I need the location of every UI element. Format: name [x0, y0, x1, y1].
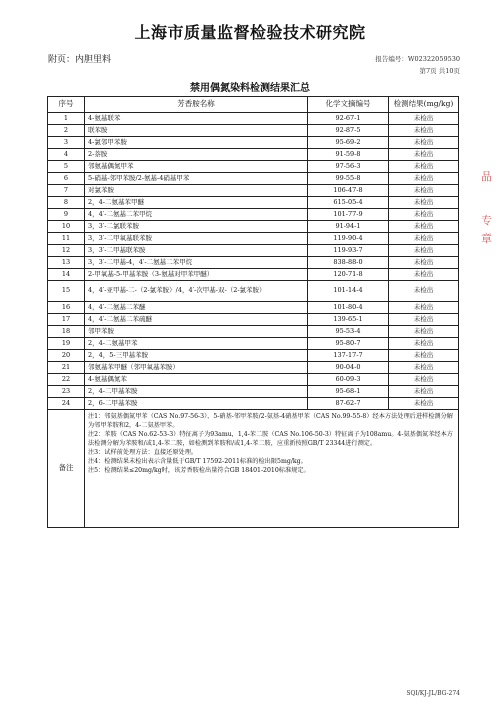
row-result: 未检出: [389, 221, 459, 233]
row-result: 未检出: [389, 398, 459, 410]
row-seq: 2: [48, 125, 85, 137]
row-cas-number: 615-05-4: [308, 197, 389, 209]
row-result: 未检出: [389, 386, 459, 398]
row-cas-number: 87-62-7: [308, 398, 389, 410]
table-row: [48, 386, 459, 398]
notes-label: 备注: [48, 410, 85, 528]
row-amine-name: 3，3′-二氯联苯胺: [85, 221, 308, 233]
notes-cell: [85, 410, 459, 528]
table-row: [48, 338, 459, 350]
table-row: [48, 149, 459, 161]
row-amine-name: 4-氨基偶氮苯: [85, 374, 308, 386]
row-result: 未检出: [389, 374, 459, 386]
header-result: 检测结果(mg/kg): [389, 97, 459, 113]
row-seq: 6: [48, 173, 85, 185]
row-amine-name: 4，4′-亚甲基-二-（2-氯苯胺）/4，4′-次甲基-双-（2-氯苯胺）: [85, 281, 308, 302]
row-seq: 15: [48, 281, 85, 302]
row-result: 未检出: [389, 281, 459, 302]
table-row: [48, 221, 459, 233]
row-result: 未检出: [389, 149, 459, 161]
row-seq: 12: [48, 245, 85, 257]
row-amine-name: 2，4-二甲基苯胺: [85, 386, 308, 398]
row-amine-name: 2，4-二氨基甲苯: [85, 338, 308, 350]
table-row: [48, 302, 459, 314]
table-row: [48, 125, 459, 137]
row-seq: 8: [48, 197, 85, 209]
row-amine-name: 5-硝基-邻甲苯胺/2-氨基-4硝基甲苯: [85, 173, 308, 185]
row-amine-name: 邻甲苯胺: [85, 326, 308, 338]
row-amine-name: 4-氨基联苯: [85, 113, 308, 125]
row-seq: 11: [48, 233, 85, 245]
row-result: 未检出: [389, 326, 459, 338]
row-cas-number: 95-80-7: [308, 338, 389, 350]
row-seq: 24: [48, 398, 85, 410]
seal-fragment: 品: [481, 170, 492, 183]
row-seq: 20: [48, 350, 85, 362]
row-result: 未检出: [389, 185, 459, 197]
row-cas-number: 101-80-4: [308, 302, 389, 314]
table-row: [48, 350, 459, 362]
report-number: 报告编号：W02322059530: [375, 55, 460, 63]
row-cas-number: 95-68-1: [308, 386, 389, 398]
row-cas-number: 101-77-9: [308, 209, 389, 221]
header-cas-number: 化学文摘编号: [308, 97, 389, 113]
institute-title: 上海市质量监督检验技术研究院: [134, 23, 366, 42]
row-cas-number: 95-53-4: [308, 326, 389, 338]
row-result: 未检出: [389, 113, 459, 125]
row-amine-name: 3，3′-二甲氧基联苯胺: [85, 233, 308, 245]
seal-fragment: 专: [481, 214, 492, 227]
notes-row: [48, 410, 459, 528]
results-table: [47, 96, 459, 528]
row-result: 未检出: [389, 173, 459, 185]
note-4: 注4：检测结果未检出表示含量低于GB/T 17592-2011标准的检出限5mg/kg。: [88, 457, 307, 465]
row-cas-number: 91-59-8: [308, 149, 389, 161]
row-seq: 4: [48, 149, 85, 161]
row-result: 未检出: [389, 233, 459, 245]
row-cas-number: 95-69-2: [308, 137, 389, 149]
row-cas-number: 120-71-8: [308, 269, 389, 281]
table-row: [48, 257, 459, 269]
row-seq: 22: [48, 374, 85, 386]
row-result: 未检出: [389, 362, 459, 374]
row-seq: 19: [48, 338, 85, 350]
row-seq: 16: [48, 302, 85, 314]
row-seq: 1: [48, 113, 85, 125]
row-result: 未检出: [389, 350, 459, 362]
table-row: [48, 269, 459, 281]
row-result: 未检出: [389, 209, 459, 221]
row-seq: 10: [48, 221, 85, 233]
row-cas-number: 97-56-3: [308, 161, 389, 173]
row-amine-name: 2-萘胺: [85, 149, 308, 161]
header-seq: 序号: [48, 97, 85, 113]
row-cas-number: 92-87-5: [308, 125, 389, 137]
row-amine-name: 2，4-二氨基苯甲醚: [85, 197, 308, 209]
row-amine-name: 4-氯邻甲苯胺: [85, 137, 308, 149]
table-row: [48, 245, 459, 257]
row-result: 未检出: [389, 197, 459, 209]
table-body: [48, 113, 459, 410]
row-seq: 17: [48, 314, 85, 326]
note-3: 注3：试样前处理方法：直接还原处理。: [88, 448, 198, 456]
row-result: 未检出: [389, 314, 459, 326]
row-cas-number: 139-65-1: [308, 314, 389, 326]
row-result: 未检出: [389, 257, 459, 269]
row-result: 未检出: [389, 137, 459, 149]
row-cas-number: 92-67-1: [308, 113, 389, 125]
row-seq: 5: [48, 161, 85, 173]
row-amine-name: 3，3′-二甲基联苯胺: [85, 245, 308, 257]
row-amine-name: 2-甲氧基-5-甲基苯胺（3-氨基对甲苯甲醚）: [85, 269, 308, 281]
row-seq: 18: [48, 326, 85, 338]
table-row: [48, 173, 459, 185]
row-seq: 9: [48, 209, 85, 221]
table-row: [48, 281, 459, 302]
table-row: [48, 161, 459, 173]
table-header-row: [48, 97, 459, 113]
note-1: 注1：邻氨基偶氮甲苯（CAS No.97-56-3）、5-硝基-邻甲苯胺/2-氨基-4硝基甲苯（CAS No.99-55-8）经本方法处理后进样检测分解为邻甲苯胺和2，4-二氨基甲苯。: [88, 413, 453, 429]
row-amine-name: 2，4，5-三甲基苯胺: [85, 350, 308, 362]
table-row: [48, 314, 459, 326]
table-row: [48, 197, 459, 209]
form-code: SQI/KJ-JL/BG-274: [406, 690, 460, 697]
row-result: 未检出: [389, 161, 459, 173]
seal-fragment: 章: [481, 232, 492, 245]
row-cas-number: 60-09-3: [308, 374, 389, 386]
row-amine-name: 2，6-二甲基苯胺: [85, 398, 308, 410]
table-row: [48, 113, 459, 125]
row-cas-number: 119-93-7: [308, 245, 389, 257]
row-seq: 3: [48, 137, 85, 149]
row-seq: 23: [48, 386, 85, 398]
row-cas-number: 119-90-4: [308, 233, 389, 245]
appendix-label: 附页：内胆里料: [48, 55, 112, 65]
table-row: [48, 185, 459, 197]
table-row: [48, 233, 459, 245]
note-5: 注5：检测结果≤20mg/kg时，该芳香胺检出量符合GB 18401-2010标准规定。: [88, 466, 310, 474]
table-row: [48, 209, 459, 221]
row-result: 未检出: [389, 302, 459, 314]
row-result: 未检出: [389, 269, 459, 281]
row-cas-number: 106-47-8: [308, 185, 389, 197]
row-amine-name: 邻氨基苯甲醚（邻甲氧基苯胺）: [85, 362, 308, 374]
table-row: [48, 362, 459, 374]
row-seq: 21: [48, 362, 85, 374]
row-amine-name: 4，4′-二氨基二苯醚: [85, 302, 308, 314]
row-seq: 7: [48, 185, 85, 197]
row-seq: 14: [48, 269, 85, 281]
page-info: 第7页 共10页: [419, 67, 460, 75]
header-amine-name: 芳香胺名称: [85, 97, 308, 113]
row-result: 未检出: [389, 125, 459, 137]
document-title: 禁用偶氮染料检测结果汇总: [190, 83, 310, 94]
row-amine-name: 3，3′-二甲基-4，4′-二氨基二苯甲烷: [85, 257, 308, 269]
row-seq: 13: [48, 257, 85, 269]
table-row: [48, 137, 459, 149]
row-cas-number: 99-55-8: [308, 173, 389, 185]
row-amine-name: 邻氨基偶氮甲苯: [85, 161, 308, 173]
row-result: 未检出: [389, 245, 459, 257]
table-row: [48, 374, 459, 386]
table-row: [48, 398, 459, 410]
row-cas-number: 91-94-1: [308, 221, 389, 233]
row-cas-number: 101-14-4: [308, 281, 389, 302]
note-2: 注2：苯胺（CAS No.62-53-3）特征离子为93amu，1,4-苯二胺（CAS No.106-50-3）特征离子为108amu。4-氨基偶氮苯经本方法检测分解为苯胺和/或1,4-苯二胺，如检测到苯胺和/或1,4-苯二胺，应重新按照GB/T 23344进行测定。: [88, 430, 453, 447]
row-cas-number: 838-88-0: [308, 257, 389, 269]
row-cas-number: 137-17-7: [308, 350, 389, 362]
row-amine-name: 联苯胺: [85, 125, 308, 137]
row-cas-number: 90-04-0: [308, 362, 389, 374]
row-amine-name: 4，4′-二氨基二苯硫醚: [85, 314, 308, 326]
row-result: 未检出: [389, 338, 459, 350]
row-amine-name: 4，4′-二氨基二苯甲烷: [85, 209, 308, 221]
row-amine-name: 对氯苯胺: [85, 185, 308, 197]
table-row: [48, 326, 459, 338]
